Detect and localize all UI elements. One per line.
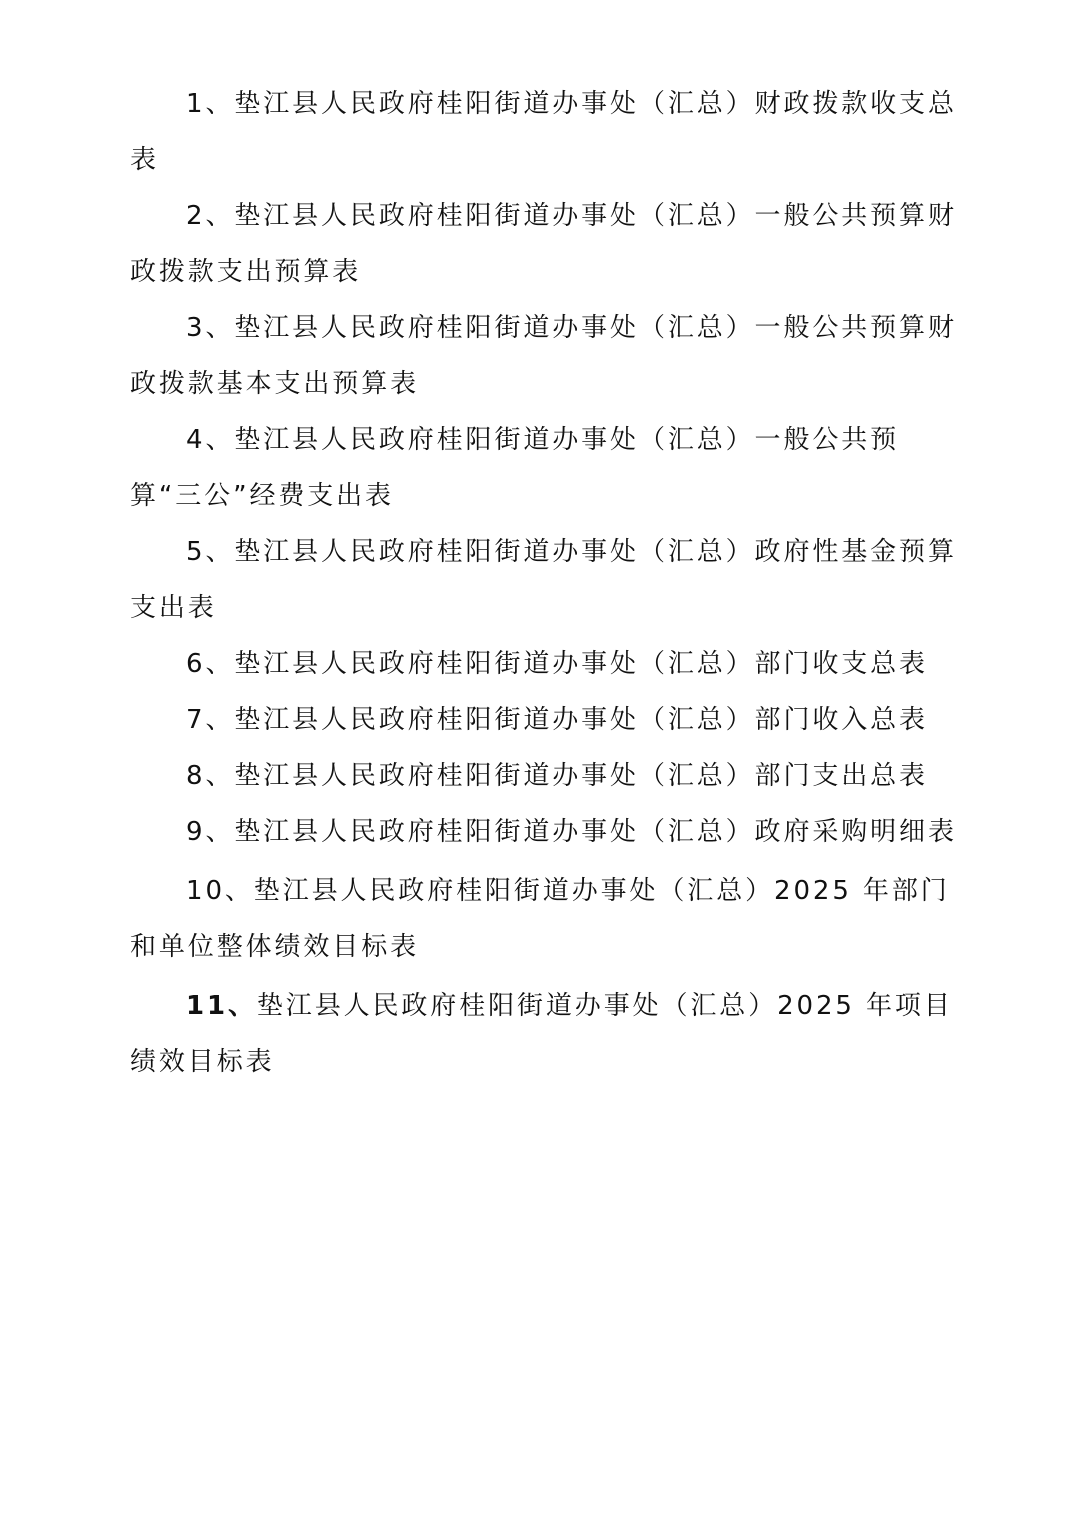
item-number: 1、 xyxy=(186,89,235,119)
list-item xyxy=(130,188,972,300)
item-title: 垫江县人民政府桂阳街道办事处（汇总）部门支出总表 xyxy=(234,761,928,791)
list-item xyxy=(130,863,972,975)
item-number: 8、 xyxy=(186,761,235,791)
item-title: 垫江县人民政府桂阳街道办事处（汇总）一般公共预算财政拨款支出预算表 xyxy=(130,201,957,287)
item-number: 6、 xyxy=(186,649,235,679)
item-number: 4、 xyxy=(186,425,235,455)
list-item xyxy=(130,524,972,636)
item-title: 垫江县人民政府桂阳街道办事处（汇总）政府采购明细表 xyxy=(234,817,957,847)
item-number: 7、 xyxy=(186,705,235,735)
item-number: 2、 xyxy=(186,201,235,231)
list-item xyxy=(130,76,972,188)
table-list xyxy=(130,76,972,1090)
list-item xyxy=(130,300,972,412)
list-item xyxy=(130,412,972,524)
item-title: 垫江县人民政府桂阳街道办事处（汇总）2025 年项目绩效目标表 xyxy=(130,991,953,1077)
list-item xyxy=(130,692,972,748)
list-item xyxy=(130,978,972,1090)
list-item xyxy=(130,636,972,692)
item-title: 垫江县人民政府桂阳街道办事处（汇总）一般公共预算“三公”经费支出表 xyxy=(130,425,900,511)
item-title: 垫江县人民政府桂阳街道办事处（汇总）2025 年部门和单位整体绩效目标表 xyxy=(130,876,950,962)
list-item xyxy=(130,804,972,860)
item-number: 3、 xyxy=(186,313,235,343)
list-item xyxy=(130,748,972,804)
item-number: 11、 xyxy=(186,991,257,1021)
item-title: 垫江县人民政府桂阳街道办事处（汇总）一般公共预算财政拨款基本支出预算表 xyxy=(130,313,957,399)
item-title: 垫江县人民政府桂阳街道办事处（汇总）部门收入总表 xyxy=(234,705,928,735)
item-title: 垫江县人民政府桂阳街道办事处（汇总）政府性基金预算支出表 xyxy=(130,537,957,623)
item-title: 垫江县人民政府桂阳街道办事处（汇总）财政拨款收支总表 xyxy=(130,89,957,175)
item-number: 10、 xyxy=(186,876,254,906)
item-title: 垫江县人民政府桂阳街道办事处（汇总）部门收支总表 xyxy=(234,649,928,679)
item-number: 5、 xyxy=(186,537,235,567)
item-number: 9、 xyxy=(186,817,235,847)
